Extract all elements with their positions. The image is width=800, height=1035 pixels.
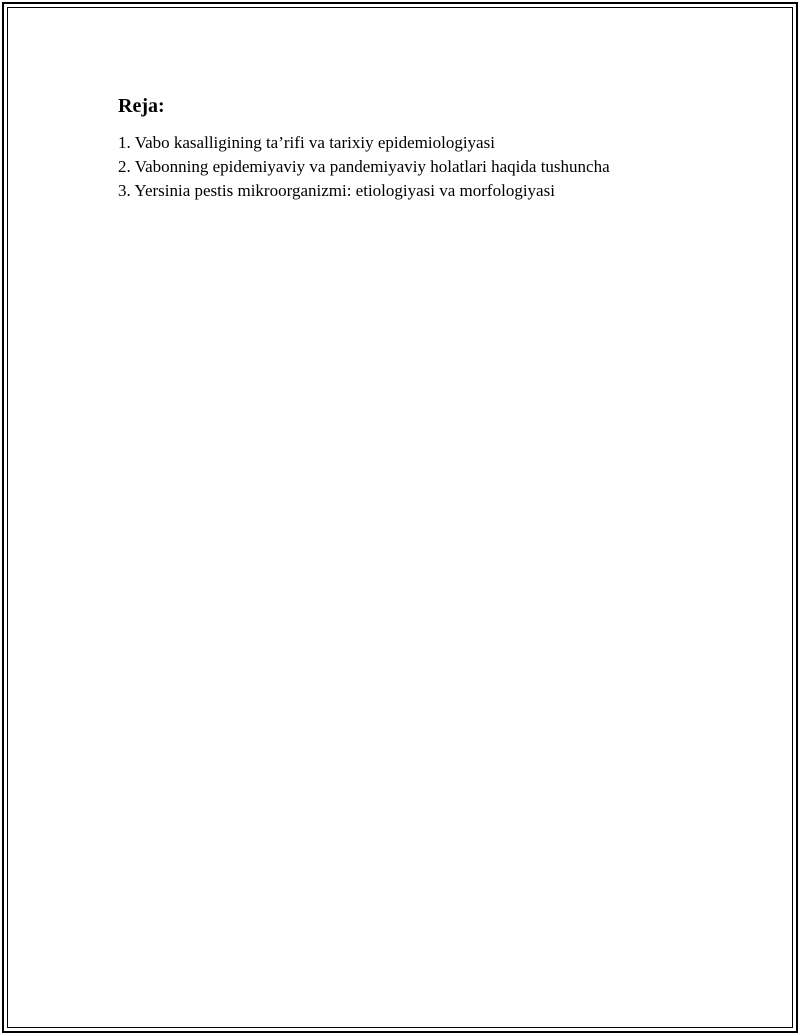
plan-item: [118, 155, 718, 179]
plan-item-number: 2.: [118, 157, 131, 176]
page-content: [118, 93, 718, 203]
plan-item-number: 1.: [118, 133, 131, 152]
plan-item-text: Vabonning epidemiyaviy va pandemiyaviy holatlari haqida tushuncha: [134, 157, 610, 176]
plan-heading: Reja:: [118, 95, 165, 117]
plan-item-text: Vabo kasalligining ta’rifi va tarixiy epidemiologiyasi: [134, 133, 495, 152]
plan-list: [118, 131, 718, 203]
plan-item: [118, 131, 718, 155]
plan-item-text: Yersinia pestis mikroorganizmi: etiologiyasi va morfologiyasi: [134, 181, 555, 200]
plan-item-number: 3.: [118, 181, 131, 200]
plan-item: [118, 179, 718, 203]
